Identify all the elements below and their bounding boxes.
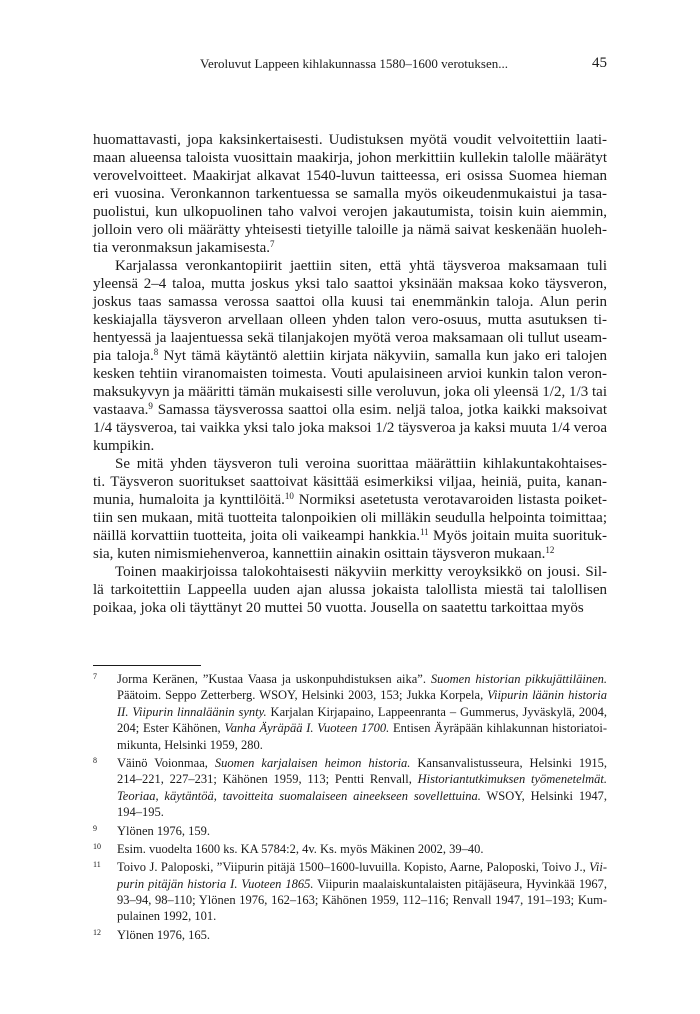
footnote-text: Päätoim. Seppo Zetterberg. WSOY, Helsinki 2003, 153; Jukka Korpela, (117, 688, 488, 703)
footnote-line (117, 841, 607, 857)
running-title: Veroluvut Lappeen kihlakunnassa 1580–1600 verotuksen... (200, 56, 508, 71)
footnote-line (117, 876, 607, 892)
footnote-line (117, 671, 607, 687)
footnote-text: Jorma Keränen, ”Kustaa Vaasa ja uskonpuhdistuksen aika”. (117, 672, 431, 686)
text-line (93, 383, 607, 401)
text-line (93, 221, 607, 239)
footnote-title: purin pitäjän historia I. Vuoteen 1865. (117, 876, 314, 891)
text-line (93, 527, 607, 545)
text-segment: jolloin vero oli määrätty yhteisesti tietyille taloille ja nämä saivat keskenään huoleh- (93, 222, 607, 238)
text-line (93, 293, 607, 311)
text-segment: Toinen maakirjoissa talokohtaisesti näkyviin merkitty veroyksikkö on jousi. Sil- (115, 564, 607, 580)
text-line (93, 437, 607, 455)
text-segment: Myös joitain muita suorituk- (428, 528, 607, 544)
footnote-title: Suomen historian pikkujättiläinen. (430, 672, 607, 686)
text-segment: keskiajalla täysveron arvellaan olleen yhden talon vero-osuus, mutta asutuksen ti- (93, 312, 607, 328)
footnote-line (117, 755, 607, 771)
footnote-number: 8 (93, 755, 97, 765)
footnote-line (117, 788, 607, 804)
text-segment: poikaa, joka oli täyttänyt 20 muttei 50 vuotta. Jousella on saatettu tarkoittaa myös (93, 600, 584, 616)
text-segment: maksukyvyn ja määritti tämän mukaisesti sille veroluvun, joka oli yleensä 1/2, 1/3 tai (93, 384, 607, 400)
text-segment: verovelvoitteet. Maakirjat alkavat 1540-luvun taitteessa, eri osissa Suomea hieman (93, 168, 607, 184)
text-line (93, 329, 607, 347)
footnote-title: Teoriaa, käytäntöä, tavoitteita suomalaiseen aineekseen sovellettuina. (117, 788, 481, 803)
footnote-text: 194–195. (117, 805, 164, 820)
footnote-text: Ylönen 1976, 159. (117, 823, 211, 838)
text-line (93, 275, 607, 293)
text-segment: munia, humaloita ja kynttilöitä. (93, 492, 285, 508)
text-segment: Normiksi asetetusta verotavaroiden listasta poiket- (293, 492, 607, 508)
text-segment: Karjalassa veronkantopiirit jaettiin siten, että yhtä täysveroa maksamaan tuli (115, 258, 607, 274)
footnote-text: Kansanvalistusseura, Helsinki 1915, (410, 755, 608, 770)
footnote-text: pulainen 1992, 101. (117, 909, 217, 924)
text-line (93, 257, 607, 275)
footnote-text: Väinö Voionmaa, (117, 755, 215, 770)
footnote-number: 9 (93, 823, 97, 833)
footnote-title: Vii- (589, 860, 607, 875)
footnote-text: Toivo J. Paloposki, ”Viipurin pitäjä 1500–1600-luvuilla. Kopisto, Aarne, Paloposki, Toivo J., (117, 860, 590, 875)
footnote (93, 841, 607, 857)
text-segment: näillä korvattiin tuotteita, joita oli vaikeampi hankkia. (93, 528, 420, 544)
text-segment: yleensä 2–4 taloa, mutta joskus yksi talo saattoi yksinään maksaa koko täysveron, (93, 276, 607, 292)
running-head (93, 54, 607, 74)
footnote-line (117, 771, 607, 787)
footnote-text: Viipurin maalaiskuntalaisten pitäjäseura, Hyvinkää 1967, (313, 876, 607, 891)
footnote-number: 7 (93, 672, 97, 681)
text-segment: kesken tehtiin viranomaisten toimesta. Vouti apulaisineen arvioi kunkin talon veron- (93, 366, 607, 382)
footnote-title: II. Viipurin linnaläänin synty. (117, 704, 267, 719)
footnote-line (117, 704, 607, 720)
footnote-text: Ylönen 1976, 165. (117, 927, 211, 942)
text-segment: vastaava. (93, 402, 149, 418)
footnote-line (117, 687, 607, 703)
footnote-title: Suomen karjalaisen heimon historia. (214, 755, 411, 770)
footnote (93, 927, 607, 943)
footnote-divider (93, 665, 201, 666)
text-segment: Nyt tämä käytäntö alettiin kirjata näkyviin, samalla kun jako eri talojen (158, 348, 607, 364)
footnote-text: Karjalan Kirjapaino, Lappeenranta – Gummerus, Jyväskylä, 2004, (266, 704, 607, 719)
text-segment: sia, kuten nimismiehenveroa, kannettiin ainakin osittain täysveron mukaan. (93, 546, 546, 562)
footnote-number: 10 (93, 841, 101, 851)
text-line (93, 473, 607, 491)
footnote (93, 671, 607, 753)
footnote-text: Entisen Äyräpään kihlakunnan historiatoi- (389, 721, 607, 736)
footnote-line (117, 927, 607, 943)
footnote-number: 12 (93, 927, 101, 937)
text-segment: lä tarkoitettiin Lappeella uuden ajan alussa jokaista talollista miestä tai talollisen (93, 582, 607, 598)
text-line (93, 581, 607, 599)
footnote (93, 823, 607, 839)
text-segment: pia taloja. (93, 348, 154, 364)
footnote-reference[interactable]: 8 (153, 347, 159, 357)
text-line (93, 545, 607, 563)
footnote-line (117, 908, 607, 924)
footnote-text: 214–221, 227–231; Kähönen 1959, 113; Pentti Renvall, (117, 772, 418, 787)
footnote-line (117, 823, 607, 839)
footnote-line (117, 892, 607, 908)
text-line (93, 311, 607, 329)
text-line (93, 599, 607, 617)
footnote-title: Vanha Äyräpää I. Vuoteen 1700. (224, 721, 390, 736)
text-line (93, 419, 607, 437)
footnote-reference[interactable]: 11 (420, 527, 429, 537)
text-line (93, 347, 607, 365)
footnote-reference[interactable]: 7 (270, 239, 275, 249)
footnote-title: Historiantutkimuksen työmenetelmät. (417, 772, 607, 787)
text-line (93, 239, 607, 257)
text-segment: eri vuosina. Veronkannon tarkentuessa se samalla myös oikeudenmukaistui ja tasa- (93, 186, 607, 202)
text-segment: tia veronmaksun jakamisesta. (93, 240, 271, 256)
footnote-line (117, 859, 607, 875)
text-segment: kumpikin. (93, 438, 155, 454)
text-segment: maan alueensa taloista vuosittain maakirja, johon merkittiin kullekin talolle määrätyt (93, 150, 607, 166)
footnote-text: 93–94, 98–110; Ylönen 1976, 162–163; Kähönen 1959, 112–116; Renvall 1947, 191–193; Kum- (117, 893, 607, 908)
text-line (93, 401, 607, 419)
text-segment: puolistui, kun ulkopuolinen taho valvoi verojen jakautumista, toisin kuin aiemmin, (93, 204, 607, 220)
text-segment: Samassa täysverossa saattoi olla esim. neljä taloa, jotka kaikki maksoivat (152, 402, 607, 418)
footnote (93, 859, 607, 925)
footnote-line (117, 804, 607, 820)
main-text (93, 131, 607, 617)
text-line (93, 167, 607, 185)
text-segment: joskus taas samassa verossa saattoi olla kuusi tai enemmänkin taloja. Alun perin (93, 294, 607, 310)
footnote-reference[interactable]: 12 (545, 545, 555, 555)
footnote-number: 11 (93, 860, 101, 870)
page-number: 45 (592, 55, 607, 71)
text-line (93, 491, 607, 509)
text-line (93, 185, 607, 203)
text-line (93, 365, 607, 383)
text-line (93, 563, 607, 581)
footnote-text: WSOY, Helsinki 1947, (480, 788, 607, 803)
text-line (93, 131, 607, 149)
footnote-line (117, 720, 607, 736)
text-segment: 1/4 täysveroa, tai vaikka yksi talo joka maksoi 1/2 täysveroa ja kaksi muuta 1/4 veroa (93, 420, 607, 436)
footnote-line (117, 737, 607, 753)
text-segment: ti. Täysveron suoritukset saattoivat käsittää esimerkiksi viljaa, heiniä, puita, kanan- (93, 474, 607, 490)
footnote-text: Esim. vuodelta 1600 ks. KA 5784:2, 4v. Ks. myös Mäkinen 2002, 39–40. (117, 841, 484, 856)
footnote-title: Viipurin läänin historia (487, 688, 607, 703)
text-line (93, 203, 607, 221)
footnote (93, 755, 607, 821)
text-line (93, 149, 607, 167)
text-segment: tiin sen mukaan, mitä tuotteita talonpoikien oli milläkin seudulla helpointa toimittaa; (93, 510, 607, 526)
text-line (93, 455, 607, 473)
footnote-text: mikunta, Helsinki 1959, 280. (117, 737, 263, 752)
footnotes (93, 671, 607, 945)
text-line (93, 509, 607, 527)
footnote-reference[interactable]: 9 (148, 401, 153, 411)
footnote-text: 204; Ester Kähönen, (117, 721, 225, 736)
footnote-reference[interactable]: 10 (284, 491, 294, 501)
text-segment: hentyessä ja laajentuessa sekä tilanjakojen myötä veroa maksamaan oli tullut useam- (93, 330, 607, 346)
text-segment: huomattavasti, jopa kaksinkertaisesti. Uudistuksen myötä voudit velvoitettiin laati- (93, 132, 607, 148)
text-segment: Se mitä yhden täysveron tuli veroina suorittaa määrättiin kihlakuntakohtaises- (115, 456, 607, 472)
